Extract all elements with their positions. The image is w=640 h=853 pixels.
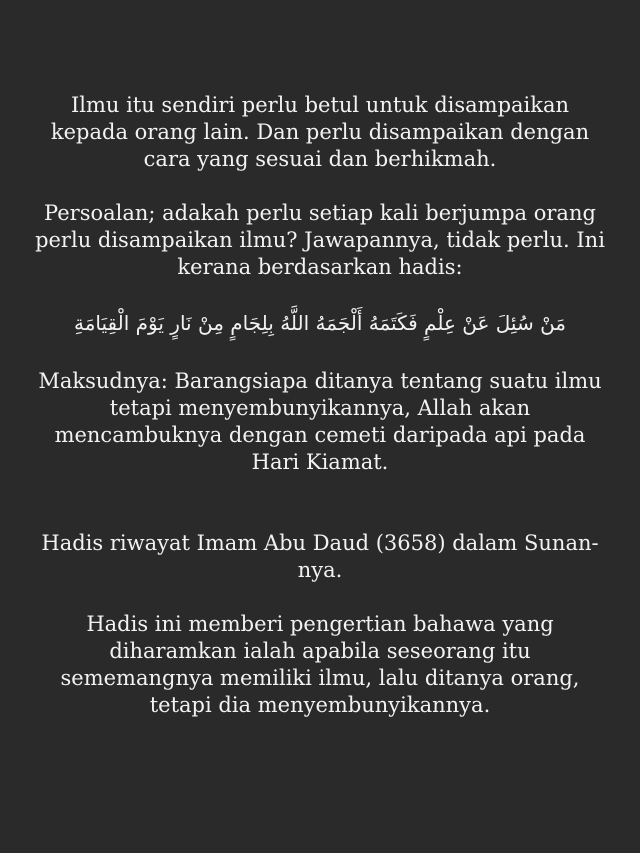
intro-paragraph: Ilmu itu sendiri perlu betul untuk disampaikan kepada orang lain. Dan perlu disampaikan dengan cara yang sesuai dan berhikmah. [50, 93, 590, 171]
explanation-paragraph: Hadis ini memberi pengertian bahawa yang diharamkan ialah apabila seseorang itu sememangnya memiliki ilmu, lalu ditanya orang, tetapi dia menyembunyikannya. [60, 612, 580, 717]
meaning-paragraph: Maksudnya: Barangsiapa ditanya tentang suatu ilmu tetapi menyembunyikannya, Allah akan mencambuknya dengan cemeti daripada api pada Hari Kiamat. [38, 369, 602, 474]
source-paragraph: Hadis riwayat Imam Abu Daud (3658) dalam Sunan-nya. [41, 531, 599, 582]
arabic-hadith-text: مَنْ سُئِلَ عَنْ عِلْمٍ فَكَتَمَهُ أَلْجَمَهُ اللَّهُ بِلِجَامٍ مِنْ نَارٍ يَوْمَ الْقِيَامَةِ [73, 311, 567, 335]
question-paragraph: Persoalan; adakah perlu setiap kali berjumpa orang perlu disampaikan ilmu? Jawapannya, tidak perlu. Ini kerana berdasarkan hadis: [35, 201, 605, 279]
